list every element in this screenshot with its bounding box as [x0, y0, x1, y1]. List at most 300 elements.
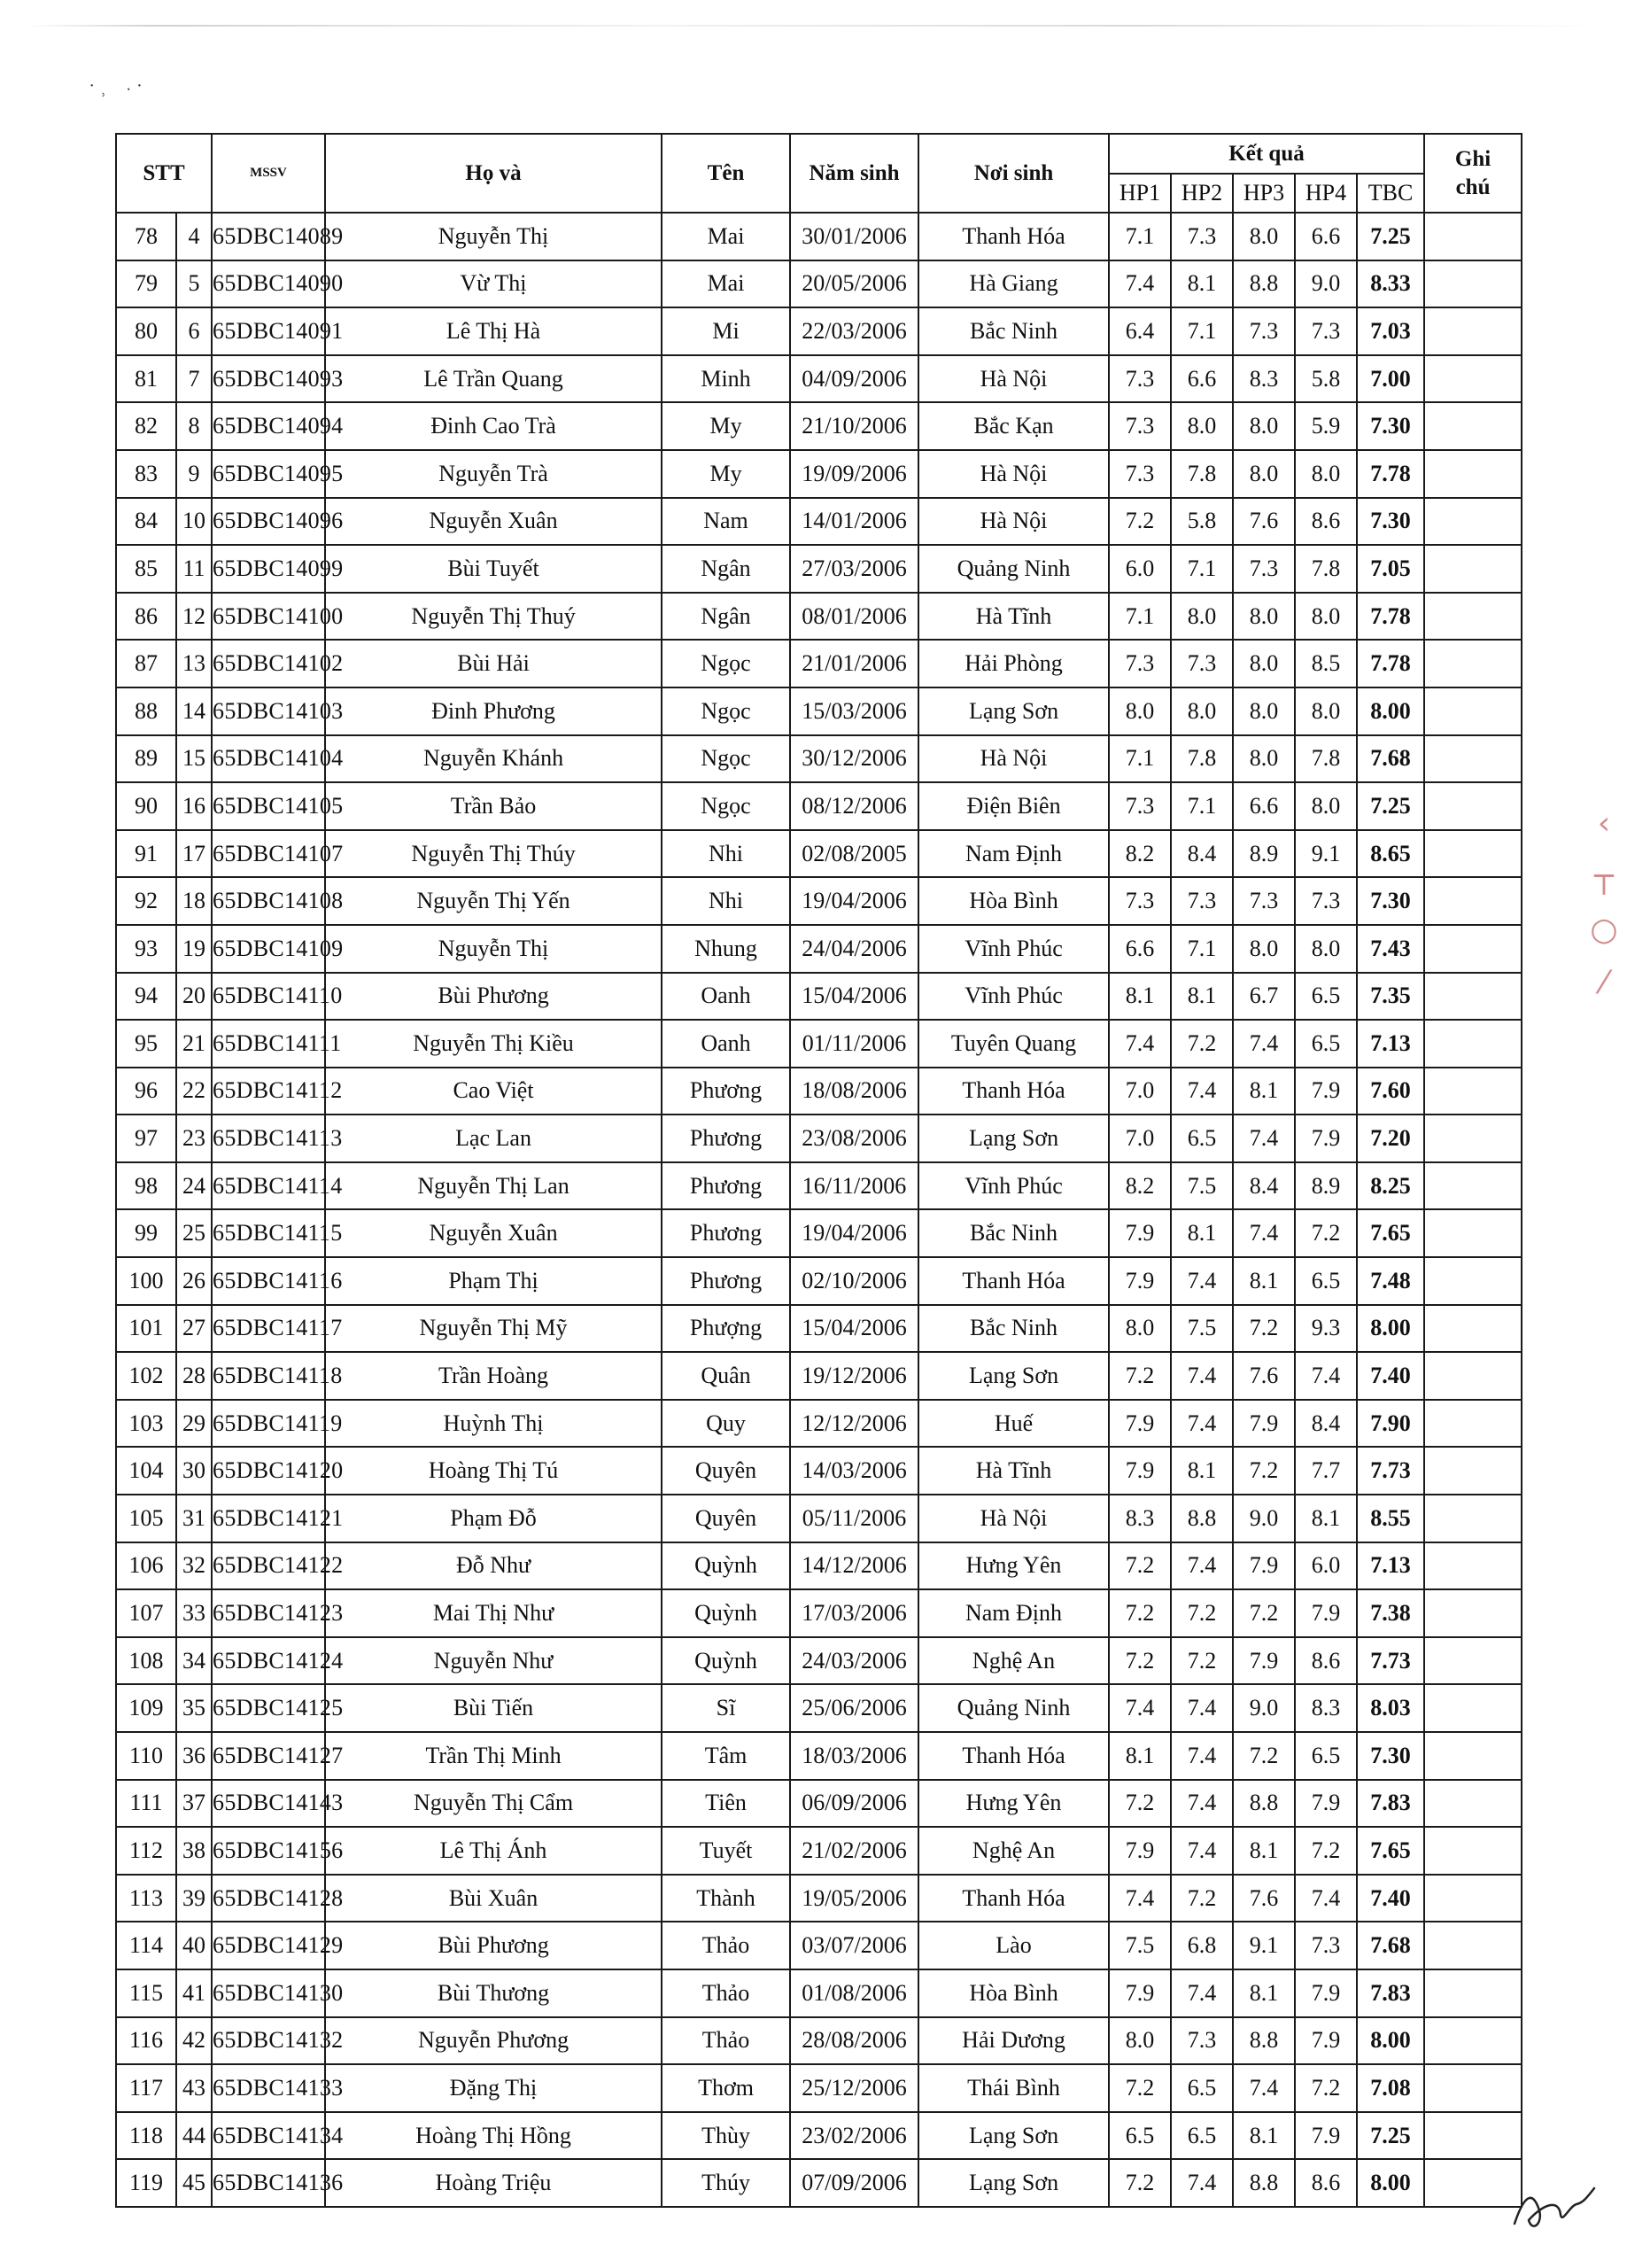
- cell-stt: 96: [116, 1068, 176, 1115]
- table-row: [116, 782, 1522, 830]
- table-row: [116, 1257, 1522, 1305]
- cell-mssv: 65DBC14136: [212, 2159, 325, 2207]
- cell-ns: 21/10/2006: [790, 402, 918, 450]
- cell-ghi-chu: [1424, 498, 1522, 546]
- cell-stt: 112: [116, 1827, 176, 1875]
- table-row: [116, 640, 1522, 687]
- header-hp4: HP4: [1295, 174, 1357, 213]
- cell-sub: 29: [176, 1400, 212, 1448]
- cell-noi: Huế: [918, 1400, 1109, 1448]
- cell-ho: Nguyễn Như: [325, 1637, 662, 1685]
- table-row: [116, 1352, 1522, 1400]
- cell-sub: 36: [176, 1732, 212, 1780]
- cell-ten: Ngân: [662, 545, 790, 593]
- cell-ten: Tâm: [662, 1732, 790, 1780]
- cell-ns: 14/12/2006: [790, 1542, 918, 1590]
- cell-hp4: 8.3: [1295, 1684, 1357, 1732]
- cell-hp4: 7.2: [1295, 1827, 1357, 1875]
- cell-noi: Lạng Sơn: [918, 2159, 1109, 2207]
- cell-noi: Hòa Bình: [918, 1969, 1109, 2017]
- cell-hp1: 8.1: [1109, 1732, 1171, 1780]
- cell-noi: Quảng Ninh: [918, 545, 1109, 593]
- cell-ghi-chu: [1424, 1780, 1522, 1828]
- cell-ten: My: [662, 402, 790, 450]
- cell-tbc: 8.65: [1357, 830, 1424, 878]
- cell-mssv: 65DBC14091: [212, 307, 325, 355]
- cell-ten: Nhi: [662, 830, 790, 878]
- cell-hp1: 7.9: [1109, 1447, 1171, 1495]
- cell-hp2: 8.0: [1171, 687, 1233, 735]
- cell-ghi-chu: [1424, 593, 1522, 641]
- cell-hp3: 7.9: [1233, 1542, 1295, 1590]
- cell-noi: Hà Tĩnh: [918, 593, 1109, 641]
- table-row: [116, 1209, 1522, 1257]
- cell-ns: 23/08/2006: [790, 1115, 918, 1162]
- cell-stt: 104: [116, 1447, 176, 1495]
- cell-mssv: 65DBC14125: [212, 1684, 325, 1732]
- cell-ghi-chu: [1424, 1495, 1522, 1542]
- cell-noi: Quảng Ninh: [918, 1684, 1109, 1732]
- cell-ns: 02/10/2006: [790, 1257, 918, 1305]
- cell-ho: Cao Việt: [325, 1068, 662, 1115]
- cell-stt: 99: [116, 1209, 176, 1257]
- cell-hp1: 7.3: [1109, 782, 1171, 830]
- cell-hp3: 7.2: [1233, 1589, 1295, 1637]
- table-row: [116, 877, 1522, 925]
- cell-mssv: 65DBC14095: [212, 450, 325, 498]
- cell-ho: Nguyễn Thị Cẩm: [325, 1780, 662, 1828]
- cell-sub: 39: [176, 1875, 212, 1922]
- cell-ns: 30/01/2006: [790, 213, 918, 260]
- cell-ho: Nguyễn Thị Thúy: [325, 830, 662, 878]
- table-row: [116, 1020, 1522, 1068]
- cell-hp1: 7.1: [1109, 593, 1171, 641]
- cell-noi: Lào: [918, 1922, 1109, 1969]
- cell-hp4: 7.2: [1295, 1209, 1357, 1257]
- cell-tbc: 7.25: [1357, 2112, 1424, 2160]
- cell-mssv: 65DBC14117: [212, 1305, 325, 1353]
- cell-tbc: 7.90: [1357, 1400, 1424, 1448]
- cell-hp3: 7.4: [1233, 1115, 1295, 1162]
- cell-sub: 23: [176, 1115, 212, 1162]
- cell-tbc: 8.55: [1357, 1495, 1424, 1542]
- cell-ho: Đinh Phương: [325, 687, 662, 735]
- cell-hp2: 7.1: [1171, 925, 1233, 973]
- cell-noi: Vĩnh Phúc: [918, 925, 1109, 973]
- cell-hp1: 7.2: [1109, 498, 1171, 546]
- cell-hp4: 7.9: [1295, 1780, 1357, 1828]
- cell-hp3: 8.1: [1233, 1257, 1295, 1305]
- cell-ho: Nguyễn Thị Kiều: [325, 1020, 662, 1068]
- cell-stt: 119: [116, 2159, 176, 2207]
- cell-hp4: 7.9: [1295, 1969, 1357, 2017]
- cell-sub: 44: [176, 2112, 212, 2160]
- scan-specks: ˙ ˒ ˑ ˙: [89, 80, 143, 102]
- cell-ghi-chu: [1424, 925, 1522, 973]
- cell-noi: Thanh Hóa: [918, 1068, 1109, 1115]
- cell-ghi-chu: [1424, 307, 1522, 355]
- cell-ghi-chu: [1424, 1589, 1522, 1637]
- cell-ghi-chu: [1424, 830, 1522, 878]
- cell-ghi-chu: [1424, 1257, 1522, 1305]
- cell-ghi-chu: [1424, 973, 1522, 1021]
- cell-hp1: 8.2: [1109, 830, 1171, 878]
- cell-hp4: 7.9: [1295, 1589, 1357, 1637]
- cell-mssv: 65DBC14096: [212, 498, 325, 546]
- cell-tbc: 7.73: [1357, 1447, 1424, 1495]
- header-stt: STT: [116, 134, 212, 213]
- cell-mssv: 65DBC14123: [212, 1589, 325, 1637]
- cell-hp2: 7.4: [1171, 1827, 1233, 1875]
- cell-stt: 101: [116, 1305, 176, 1353]
- cell-ten: Phương: [662, 1068, 790, 1115]
- cell-stt: 84: [116, 498, 176, 546]
- cell-sub: 28: [176, 1352, 212, 1400]
- cell-sub: 9: [176, 450, 212, 498]
- cell-noi: Hòa Bình: [918, 877, 1109, 925]
- cell-hp2: 7.4: [1171, 1684, 1233, 1732]
- cell-sub: 10: [176, 498, 212, 546]
- cell-ns: 06/09/2006: [790, 1780, 918, 1828]
- cell-ghi-chu: [1424, 1352, 1522, 1400]
- cell-ten: Quyên: [662, 1495, 790, 1542]
- cell-tbc: 7.40: [1357, 1352, 1424, 1400]
- cell-ho: Nguyễn Thị: [325, 213, 662, 260]
- cell-ns: 22/03/2006: [790, 307, 918, 355]
- cell-stt: 78: [116, 213, 176, 260]
- cell-ghi-chu: [1424, 355, 1522, 403]
- cell-ho: Nguyễn Phương: [325, 2017, 662, 2065]
- cell-sub: 31: [176, 1495, 212, 1542]
- cell-sub: 11: [176, 545, 212, 593]
- cell-ho: Nguyễn Thị Lan: [325, 1162, 662, 1210]
- cell-sub: 32: [176, 1542, 212, 1590]
- cell-ho: Nguyễn Thị Yến: [325, 877, 662, 925]
- cell-hp4: 6.5: [1295, 1020, 1357, 1068]
- cell-ten: Nhi: [662, 877, 790, 925]
- cell-stt: 91: [116, 830, 176, 878]
- cell-ten: Mai: [662, 260, 790, 308]
- cell-mssv: 65DBC14127: [212, 1732, 325, 1780]
- cell-stt: 103: [116, 1400, 176, 1448]
- cell-ten: Thơm: [662, 2064, 790, 2112]
- cell-tbc: 7.40: [1357, 1875, 1424, 1922]
- cell-hp4: 7.3: [1295, 1922, 1357, 1969]
- cell-hp2: 7.4: [1171, 1542, 1233, 1590]
- cell-sub: 27: [176, 1305, 212, 1353]
- cell-ho: Bùi Tuyết: [325, 545, 662, 593]
- cell-hp3: 8.0: [1233, 687, 1295, 735]
- cell-hp4: 7.8: [1295, 735, 1357, 783]
- cell-hp2: 8.1: [1171, 1447, 1233, 1495]
- cell-ns: 14/03/2006: [790, 1447, 918, 1495]
- cell-sub: 19: [176, 925, 212, 973]
- cell-sub: 21: [176, 1020, 212, 1068]
- cell-stt: 100: [116, 1257, 176, 1305]
- cell-hp3: 9.0: [1233, 1684, 1295, 1732]
- cell-noi: Lạng Sơn: [918, 687, 1109, 735]
- cell-mssv: 65DBC14119: [212, 1400, 325, 1448]
- table-row: [116, 545, 1522, 593]
- cell-mssv: 65DBC14156: [212, 1827, 325, 1875]
- cell-hp3: 7.9: [1233, 1637, 1295, 1685]
- cell-hp4: 8.9: [1295, 1162, 1357, 1210]
- cell-ten: Thảo: [662, 2017, 790, 2065]
- cell-ho: Bùi Phương: [325, 1922, 662, 1969]
- cell-hp1: 6.4: [1109, 307, 1171, 355]
- cell-sub: 24: [176, 1162, 212, 1210]
- cell-ten: Phương: [662, 1209, 790, 1257]
- cell-ho: Bùi Phương: [325, 973, 662, 1021]
- cell-hp1: 7.3: [1109, 355, 1171, 403]
- cell-hp4: 9.3: [1295, 1305, 1357, 1353]
- cell-hp3: 7.2: [1233, 1447, 1295, 1495]
- cell-ns: 19/12/2006: [790, 1352, 918, 1400]
- cell-stt: 83: [116, 450, 176, 498]
- cell-ns: 08/01/2006: [790, 593, 918, 641]
- cell-sub: 5: [176, 260, 212, 308]
- cell-hp3: 8.0: [1233, 925, 1295, 973]
- cell-ho: Hoàng Triệu: [325, 2159, 662, 2207]
- cell-ten: Phương: [662, 1257, 790, 1305]
- cell-hp2: 8.0: [1171, 402, 1233, 450]
- cell-ns: 23/02/2006: [790, 2112, 918, 2160]
- cell-stt: 118: [116, 2112, 176, 2160]
- cell-hp3: 7.2: [1233, 1732, 1295, 1780]
- table-row: [116, 1969, 1522, 2017]
- cell-hp3: 8.8: [1233, 260, 1295, 308]
- cell-hp1: 8.0: [1109, 1305, 1171, 1353]
- cell-ho: Nguyễn Xuân: [325, 498, 662, 546]
- table-row: [116, 1875, 1522, 1922]
- cell-sub: 16: [176, 782, 212, 830]
- table-row: [116, 2064, 1522, 2112]
- table-row: [116, 2159, 1522, 2207]
- cell-hp2: 7.8: [1171, 735, 1233, 783]
- cell-sub: 30: [176, 1447, 212, 1495]
- cell-tbc: 8.00: [1357, 1305, 1424, 1353]
- cell-tbc: 7.05: [1357, 545, 1424, 593]
- cell-hp3: 8.8: [1233, 1780, 1295, 1828]
- cell-ho: Đỗ Như: [325, 1542, 662, 1590]
- cell-stt: 106: [116, 1542, 176, 1590]
- cell-hp1: 7.5: [1109, 1922, 1171, 1969]
- table-body: [116, 213, 1522, 2207]
- cell-stt: 116: [116, 2017, 176, 2065]
- cell-hp3: 6.7: [1233, 973, 1295, 1021]
- cell-hp2: 6.5: [1171, 2064, 1233, 2112]
- table-row: [116, 830, 1522, 878]
- cell-mssv: 65DBC14109: [212, 925, 325, 973]
- cell-hp3: 8.4: [1233, 1162, 1295, 1210]
- cell-mssv: 65DBC14110: [212, 973, 325, 1021]
- cell-ns: 20/05/2006: [790, 260, 918, 308]
- cell-mssv: 65DBC14093: [212, 355, 325, 403]
- cell-hp2: 7.2: [1171, 1637, 1233, 1685]
- cell-ten: Nhung: [662, 925, 790, 973]
- cell-ghi-chu: [1424, 735, 1522, 783]
- table-row: [116, 1305, 1522, 1353]
- cell-hp4: 6.5: [1295, 1732, 1357, 1780]
- cell-hp3: 8.3: [1233, 355, 1295, 403]
- cell-hp4: 7.4: [1295, 1352, 1357, 1400]
- cell-sub: 20: [176, 973, 212, 1021]
- cell-sub: 38: [176, 1827, 212, 1875]
- cell-ghi-chu: [1424, 402, 1522, 450]
- cell-ho: Nguyễn Khánh: [325, 735, 662, 783]
- header-hp1: HP1: [1109, 174, 1171, 213]
- cell-ho: Lê Thị Ánh: [325, 1827, 662, 1875]
- cell-hp2: 7.5: [1171, 1162, 1233, 1210]
- cell-ho: Lạc Lan: [325, 1115, 662, 1162]
- table-row: [116, 2017, 1522, 2065]
- cell-hp1: 7.3: [1109, 450, 1171, 498]
- cell-ghi-chu: [1424, 1542, 1522, 1590]
- cell-hp2: 7.3: [1171, 640, 1233, 687]
- cell-ten: Ngân: [662, 593, 790, 641]
- cell-ghi-chu: [1424, 1305, 1522, 1353]
- cell-noi: Hà Nội: [918, 1495, 1109, 1542]
- cell-stt: 90: [116, 782, 176, 830]
- cell-tbc: 7.30: [1357, 402, 1424, 450]
- cell-hp2: 6.8: [1171, 1922, 1233, 1969]
- cell-stt: 113: [116, 1875, 176, 1922]
- cell-hp1: 7.2: [1109, 1352, 1171, 1400]
- cell-stt: 105: [116, 1495, 176, 1542]
- cell-ghi-chu: [1424, 1400, 1522, 1448]
- cell-hp2: 7.4: [1171, 1400, 1233, 1448]
- cell-sub: 8: [176, 402, 212, 450]
- cell-hp2: 7.4: [1171, 1352, 1233, 1400]
- cell-hp2: 7.8: [1171, 450, 1233, 498]
- cell-hp2: 7.4: [1171, 1780, 1233, 1828]
- cell-mssv: 65DBC14118: [212, 1352, 325, 1400]
- cell-hp1: 8.3: [1109, 1495, 1171, 1542]
- cell-hp3: 9.0: [1233, 1495, 1295, 1542]
- cell-hp4: 8.6: [1295, 498, 1357, 546]
- cell-hp3: 7.9: [1233, 1400, 1295, 1448]
- cell-ghi-chu: [1424, 1447, 1522, 1495]
- cell-hp4: 8.0: [1295, 782, 1357, 830]
- cell-ghi-chu: [1424, 640, 1522, 687]
- cell-tbc: 7.30: [1357, 498, 1424, 546]
- cell-noi: Thanh Hóa: [918, 1732, 1109, 1780]
- cell-noi: Hà Nội: [918, 735, 1109, 783]
- cell-ten: Minh: [662, 355, 790, 403]
- cell-mssv: 65DBC14134: [212, 2112, 325, 2160]
- cell-ghi-chu: [1424, 1827, 1522, 1875]
- cell-tbc: 7.78: [1357, 593, 1424, 641]
- cell-tbc: 7.30: [1357, 877, 1424, 925]
- cell-ns: 21/02/2006: [790, 1827, 918, 1875]
- cell-hp4: 8.0: [1295, 925, 1357, 973]
- cell-hp2: 7.3: [1171, 877, 1233, 925]
- cell-tbc: 7.65: [1357, 1827, 1424, 1875]
- cell-ns: 01/08/2006: [790, 1969, 918, 2017]
- cell-mssv: 65DBC14114: [212, 1162, 325, 1210]
- cell-hp1: 8.1: [1109, 973, 1171, 1021]
- cell-ghi-chu: [1424, 2112, 1522, 2160]
- cell-tbc: 7.00: [1357, 355, 1424, 403]
- cell-sub: 33: [176, 1589, 212, 1637]
- cell-tbc: 7.38: [1357, 1589, 1424, 1637]
- cell-hp3: 7.3: [1233, 877, 1295, 925]
- cell-ten: Phượng: [662, 1305, 790, 1353]
- cell-ghi-chu: [1424, 2017, 1522, 2065]
- cell-hp4: 9.1: [1295, 830, 1357, 878]
- cell-stt: 111: [116, 1780, 176, 1828]
- table-row: [116, 1068, 1522, 1115]
- cell-ten: Quyên: [662, 1447, 790, 1495]
- cell-hp3: 8.1: [1233, 1827, 1295, 1875]
- cell-mssv: 65DBC14094: [212, 402, 325, 450]
- cell-hp1: 7.4: [1109, 1875, 1171, 1922]
- cell-noi: Hà Nội: [918, 450, 1109, 498]
- cell-ns: 17/03/2006: [790, 1589, 918, 1637]
- cell-noi: Hà Nội: [918, 355, 1109, 403]
- cell-hp1: 6.5: [1109, 2112, 1171, 2160]
- cell-ho: Bùi Hải: [325, 640, 662, 687]
- cell-mssv: 65DBC14122: [212, 1542, 325, 1590]
- scan-edge-line: [27, 25, 1603, 27]
- cell-hp2: 7.1: [1171, 307, 1233, 355]
- cell-tbc: 7.35: [1357, 973, 1424, 1021]
- cell-tbc: 7.30: [1357, 1732, 1424, 1780]
- cell-ghi-chu: [1424, 545, 1522, 593]
- cell-stt: 80: [116, 307, 176, 355]
- cell-ho: Phạm Thị: [325, 1257, 662, 1305]
- cell-ns: 02/08/2005: [790, 830, 918, 878]
- cell-hp4: 7.2: [1295, 2064, 1357, 2112]
- header-hp3: HP3: [1233, 174, 1295, 213]
- cell-hp1: 7.3: [1109, 402, 1171, 450]
- cell-hp4: 8.6: [1295, 1637, 1357, 1685]
- cell-stt: 89: [116, 735, 176, 783]
- cell-stt: 102: [116, 1352, 176, 1400]
- table-row: [116, 1922, 1522, 1969]
- cell-tbc: 7.13: [1357, 1020, 1424, 1068]
- cell-stt: 115: [116, 1969, 176, 2017]
- cell-hp1: 8.0: [1109, 2017, 1171, 2065]
- cell-hp4: 9.0: [1295, 260, 1357, 308]
- cell-tbc: 8.25: [1357, 1162, 1424, 1210]
- cell-mssv: 65DBC14099: [212, 545, 325, 593]
- cell-ho: Nguyễn Thị Mỹ: [325, 1305, 662, 1353]
- cell-hp2: 7.4: [1171, 1257, 1233, 1305]
- cell-ten: Thúy: [662, 2159, 790, 2207]
- cell-ns: 19/04/2006: [790, 877, 918, 925]
- cell-sub: 12: [176, 593, 212, 641]
- table-row: [116, 1684, 1522, 1732]
- cell-stt: 108: [116, 1637, 176, 1685]
- cell-ns: 03/07/2006: [790, 1922, 918, 1969]
- cell-hp3: 9.1: [1233, 1922, 1295, 1969]
- table-row: [116, 1542, 1522, 1590]
- cell-noi: Tuyên Quang: [918, 1020, 1109, 1068]
- cell-mssv: 65DBC14100: [212, 593, 325, 641]
- cell-mssv: 65DBC14115: [212, 1209, 325, 1257]
- cell-hp2: 7.2: [1171, 1020, 1233, 1068]
- cell-tbc: 7.03: [1357, 307, 1424, 355]
- cell-ns: 24/03/2006: [790, 1637, 918, 1685]
- cell-hp2: 7.4: [1171, 1969, 1233, 2017]
- cell-hp2: 6.5: [1171, 1115, 1233, 1162]
- cell-noi: Lạng Sơn: [918, 1115, 1109, 1162]
- table-row: [116, 1447, 1522, 1495]
- cell-hp4: 6.6: [1295, 213, 1357, 260]
- cell-hp4: 7.9: [1295, 1068, 1357, 1115]
- cell-ten: Ngọc: [662, 782, 790, 830]
